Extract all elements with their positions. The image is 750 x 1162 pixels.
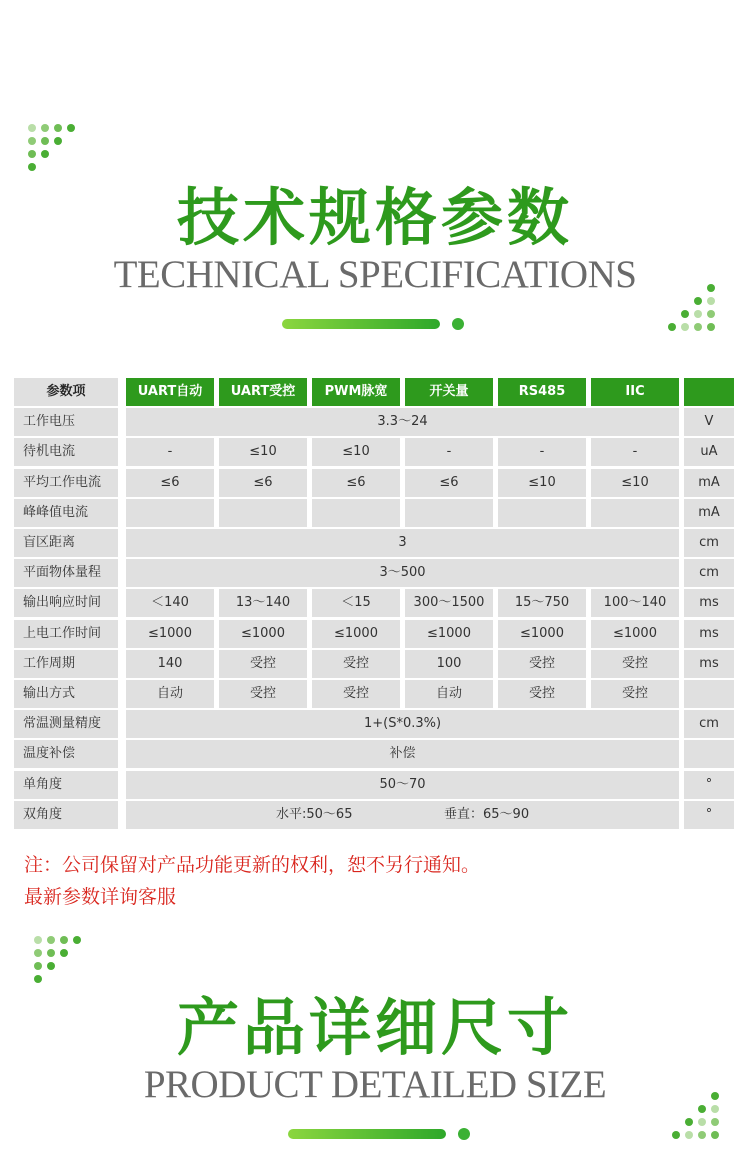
table-row <box>14 801 734 829</box>
row-label: 温度补偿 <box>14 740 118 768</box>
row-value <box>219 499 307 527</box>
row-label: 单角度 <box>14 771 118 799</box>
table-row <box>14 589 734 617</box>
row-label: 工作电压 <box>14 408 118 436</box>
decor-dot <box>707 323 715 331</box>
row-unit: ms <box>684 589 734 617</box>
header-column-4: 开关量 <box>405 378 493 406</box>
row-value: 受控 <box>498 650 586 678</box>
row-label: 上电工作时间 <box>14 620 118 648</box>
decor-dot <box>73 936 81 944</box>
table-row <box>14 529 734 557</box>
row-value: 300～1500 <box>405 589 493 617</box>
decor-dot <box>41 137 49 145</box>
row-value: ≤6 <box>312 469 400 497</box>
decor-dot <box>681 323 689 331</box>
customer-service-note: 最新参数详询客服 <box>24 886 177 908</box>
decor-dot <box>685 1118 693 1126</box>
row-label: 平均工作电流 <box>14 469 118 497</box>
row-unit: ° <box>684 771 734 799</box>
decor-dot <box>28 124 36 132</box>
decor-dot <box>60 949 68 957</box>
header-column-5: RS485 <box>498 378 586 406</box>
decor-dot <box>698 1118 706 1126</box>
decor-dots-top-left <box>28 124 88 174</box>
table-row <box>14 771 734 799</box>
header-label-cell: 参数项 <box>14 378 118 406</box>
decor-dot <box>41 124 49 132</box>
row-value: 受控 <box>591 650 679 678</box>
row-value: 受控 <box>219 650 307 678</box>
row-value <box>591 499 679 527</box>
row-span-value: 3～500 <box>126 559 679 587</box>
row-value: ≤10 <box>219 438 307 466</box>
row-value: 13～140 <box>219 589 307 617</box>
row-unit: cm <box>684 710 734 738</box>
row-span-value: 补偿 <box>126 740 679 768</box>
title-underline-bar <box>282 319 440 329</box>
row-value <box>312 499 400 527</box>
row-value: - <box>498 438 586 466</box>
decor-dot <box>34 962 42 970</box>
row-value: 受控 <box>219 680 307 708</box>
decor-dot <box>54 137 62 145</box>
row-value: ≤1000 <box>219 620 307 648</box>
title2-underline-bar <box>288 1129 446 1139</box>
row-value: 15～750 <box>498 589 586 617</box>
row-unit: mA <box>684 469 734 497</box>
decor-dot <box>60 936 68 944</box>
row-value: 自动 <box>405 680 493 708</box>
row-span-value: 50～70 <box>126 771 679 799</box>
decor-dot <box>707 310 715 318</box>
row-value: ＜140 <box>126 589 214 617</box>
row-value: ≤1000 <box>312 620 400 648</box>
row-value <box>405 499 493 527</box>
decor-dot <box>707 297 715 305</box>
table-header-row <box>14 378 734 406</box>
row-unit: ° <box>684 801 734 829</box>
row-value: 受控 <box>312 680 400 708</box>
row-value: 140 <box>126 650 214 678</box>
table-row <box>14 469 734 497</box>
decor-dot <box>698 1131 706 1139</box>
row-value <box>498 499 586 527</box>
row-unit: cm <box>684 529 734 557</box>
row-unit <box>684 740 734 768</box>
vertical-angle-value: 垂直：65～90 <box>444 807 530 822</box>
header-column-3: PWM脉宽 <box>312 378 400 406</box>
horizontal-angle-value: 水平:50～65 <box>276 807 353 822</box>
header-column-6: IIC <box>591 378 679 406</box>
row-label: 工作周期 <box>14 650 118 678</box>
row-unit: cm <box>684 559 734 587</box>
decor-dot <box>711 1131 719 1139</box>
row-value: ≤10 <box>312 438 400 466</box>
decor-dot <box>47 962 55 970</box>
row-value: ≤6 <box>405 469 493 497</box>
row-label: 常温测量精度 <box>14 710 118 738</box>
decor-dot <box>28 150 36 158</box>
row-unit: ms <box>684 620 734 648</box>
row-value: 自动 <box>126 680 214 708</box>
decor-dot <box>41 150 49 158</box>
decor-dot <box>681 310 689 318</box>
row-value: ＜15 <box>312 589 400 617</box>
row-value: ≤1000 <box>498 620 586 648</box>
row-unit: ms <box>684 650 734 678</box>
row-value: ≤10 <box>498 469 586 497</box>
row-unit: mA <box>684 499 734 527</box>
table-row <box>14 680 734 708</box>
decor-dot <box>34 936 42 944</box>
row-value: - <box>405 438 493 466</box>
decor-dot <box>47 936 55 944</box>
decor-dot <box>668 323 676 331</box>
row-value: 受控 <box>498 680 586 708</box>
table-row <box>14 408 734 436</box>
row-label: 盲区距离 <box>14 529 118 557</box>
row-span-value: 3 <box>126 529 679 557</box>
row-value: - <box>126 438 214 466</box>
row-value: ≤6 <box>126 469 214 497</box>
decor-dot <box>54 124 62 132</box>
decor-dot <box>67 124 75 132</box>
row-value: 100 <box>405 650 493 678</box>
row-span-value: 3.3～24 <box>126 408 679 436</box>
row-value: ≤1000 <box>591 620 679 648</box>
row-span-value <box>126 801 679 829</box>
row-value: ≤10 <box>591 469 679 497</box>
row-value <box>126 499 214 527</box>
decor-dot <box>47 949 55 957</box>
row-label: 峰峰值电流 <box>14 499 118 527</box>
row-label: 待机电流 <box>14 438 118 466</box>
decor-dot <box>28 137 36 145</box>
table-row <box>14 650 734 678</box>
decor-dot <box>694 310 702 318</box>
table-row <box>14 620 734 648</box>
disclaimer-note: 注：公司保留对产品功能更新的权利，恕不另行通知。 <box>24 854 481 876</box>
header-column-2: UART受控 <box>219 378 307 406</box>
title-underline-dot <box>452 318 464 330</box>
row-label: 平面物体量程 <box>14 559 118 587</box>
decor-dot <box>711 1118 719 1126</box>
header-column-1: UART自动 <box>126 378 214 406</box>
row-value: 受控 <box>591 680 679 708</box>
table-row <box>14 438 734 466</box>
row-unit: V <box>684 408 734 436</box>
section2-title-cn: 产品详细尺寸 <box>176 991 573 1064</box>
row-value: 受控 <box>312 650 400 678</box>
decor-dot <box>694 323 702 331</box>
decor-dot <box>672 1131 680 1139</box>
header-unit-cell <box>684 378 734 406</box>
decor-dot <box>694 297 702 305</box>
table-row <box>14 559 734 587</box>
row-label: 输出响应时间 <box>14 589 118 617</box>
row-label: 双角度 <box>14 801 118 829</box>
table-row <box>14 499 734 527</box>
section2-title-en: PRODUCT DETAILED SIZE <box>143 1063 607 1106</box>
row-value: 100～140 <box>591 589 679 617</box>
row-value: ≤1000 <box>126 620 214 648</box>
row-unit: uA <box>684 438 734 466</box>
row-label: 输出方式 <box>14 680 118 708</box>
row-value: ≤6 <box>219 469 307 497</box>
decor-dot <box>34 949 42 957</box>
table-row <box>14 740 734 768</box>
row-span-value: 1+(S*0.3%) <box>126 710 679 738</box>
row-value: ≤1000 <box>405 620 493 648</box>
section-title-en: TECHNICAL SPECIFICATIONS <box>113 253 637 296</box>
row-value: - <box>591 438 679 466</box>
row-unit <box>684 680 734 708</box>
decor-dot <box>685 1131 693 1139</box>
title2-underline-dot <box>458 1128 470 1140</box>
section-title-cn: 技术规格参数 <box>176 181 573 254</box>
table-row <box>14 710 734 738</box>
